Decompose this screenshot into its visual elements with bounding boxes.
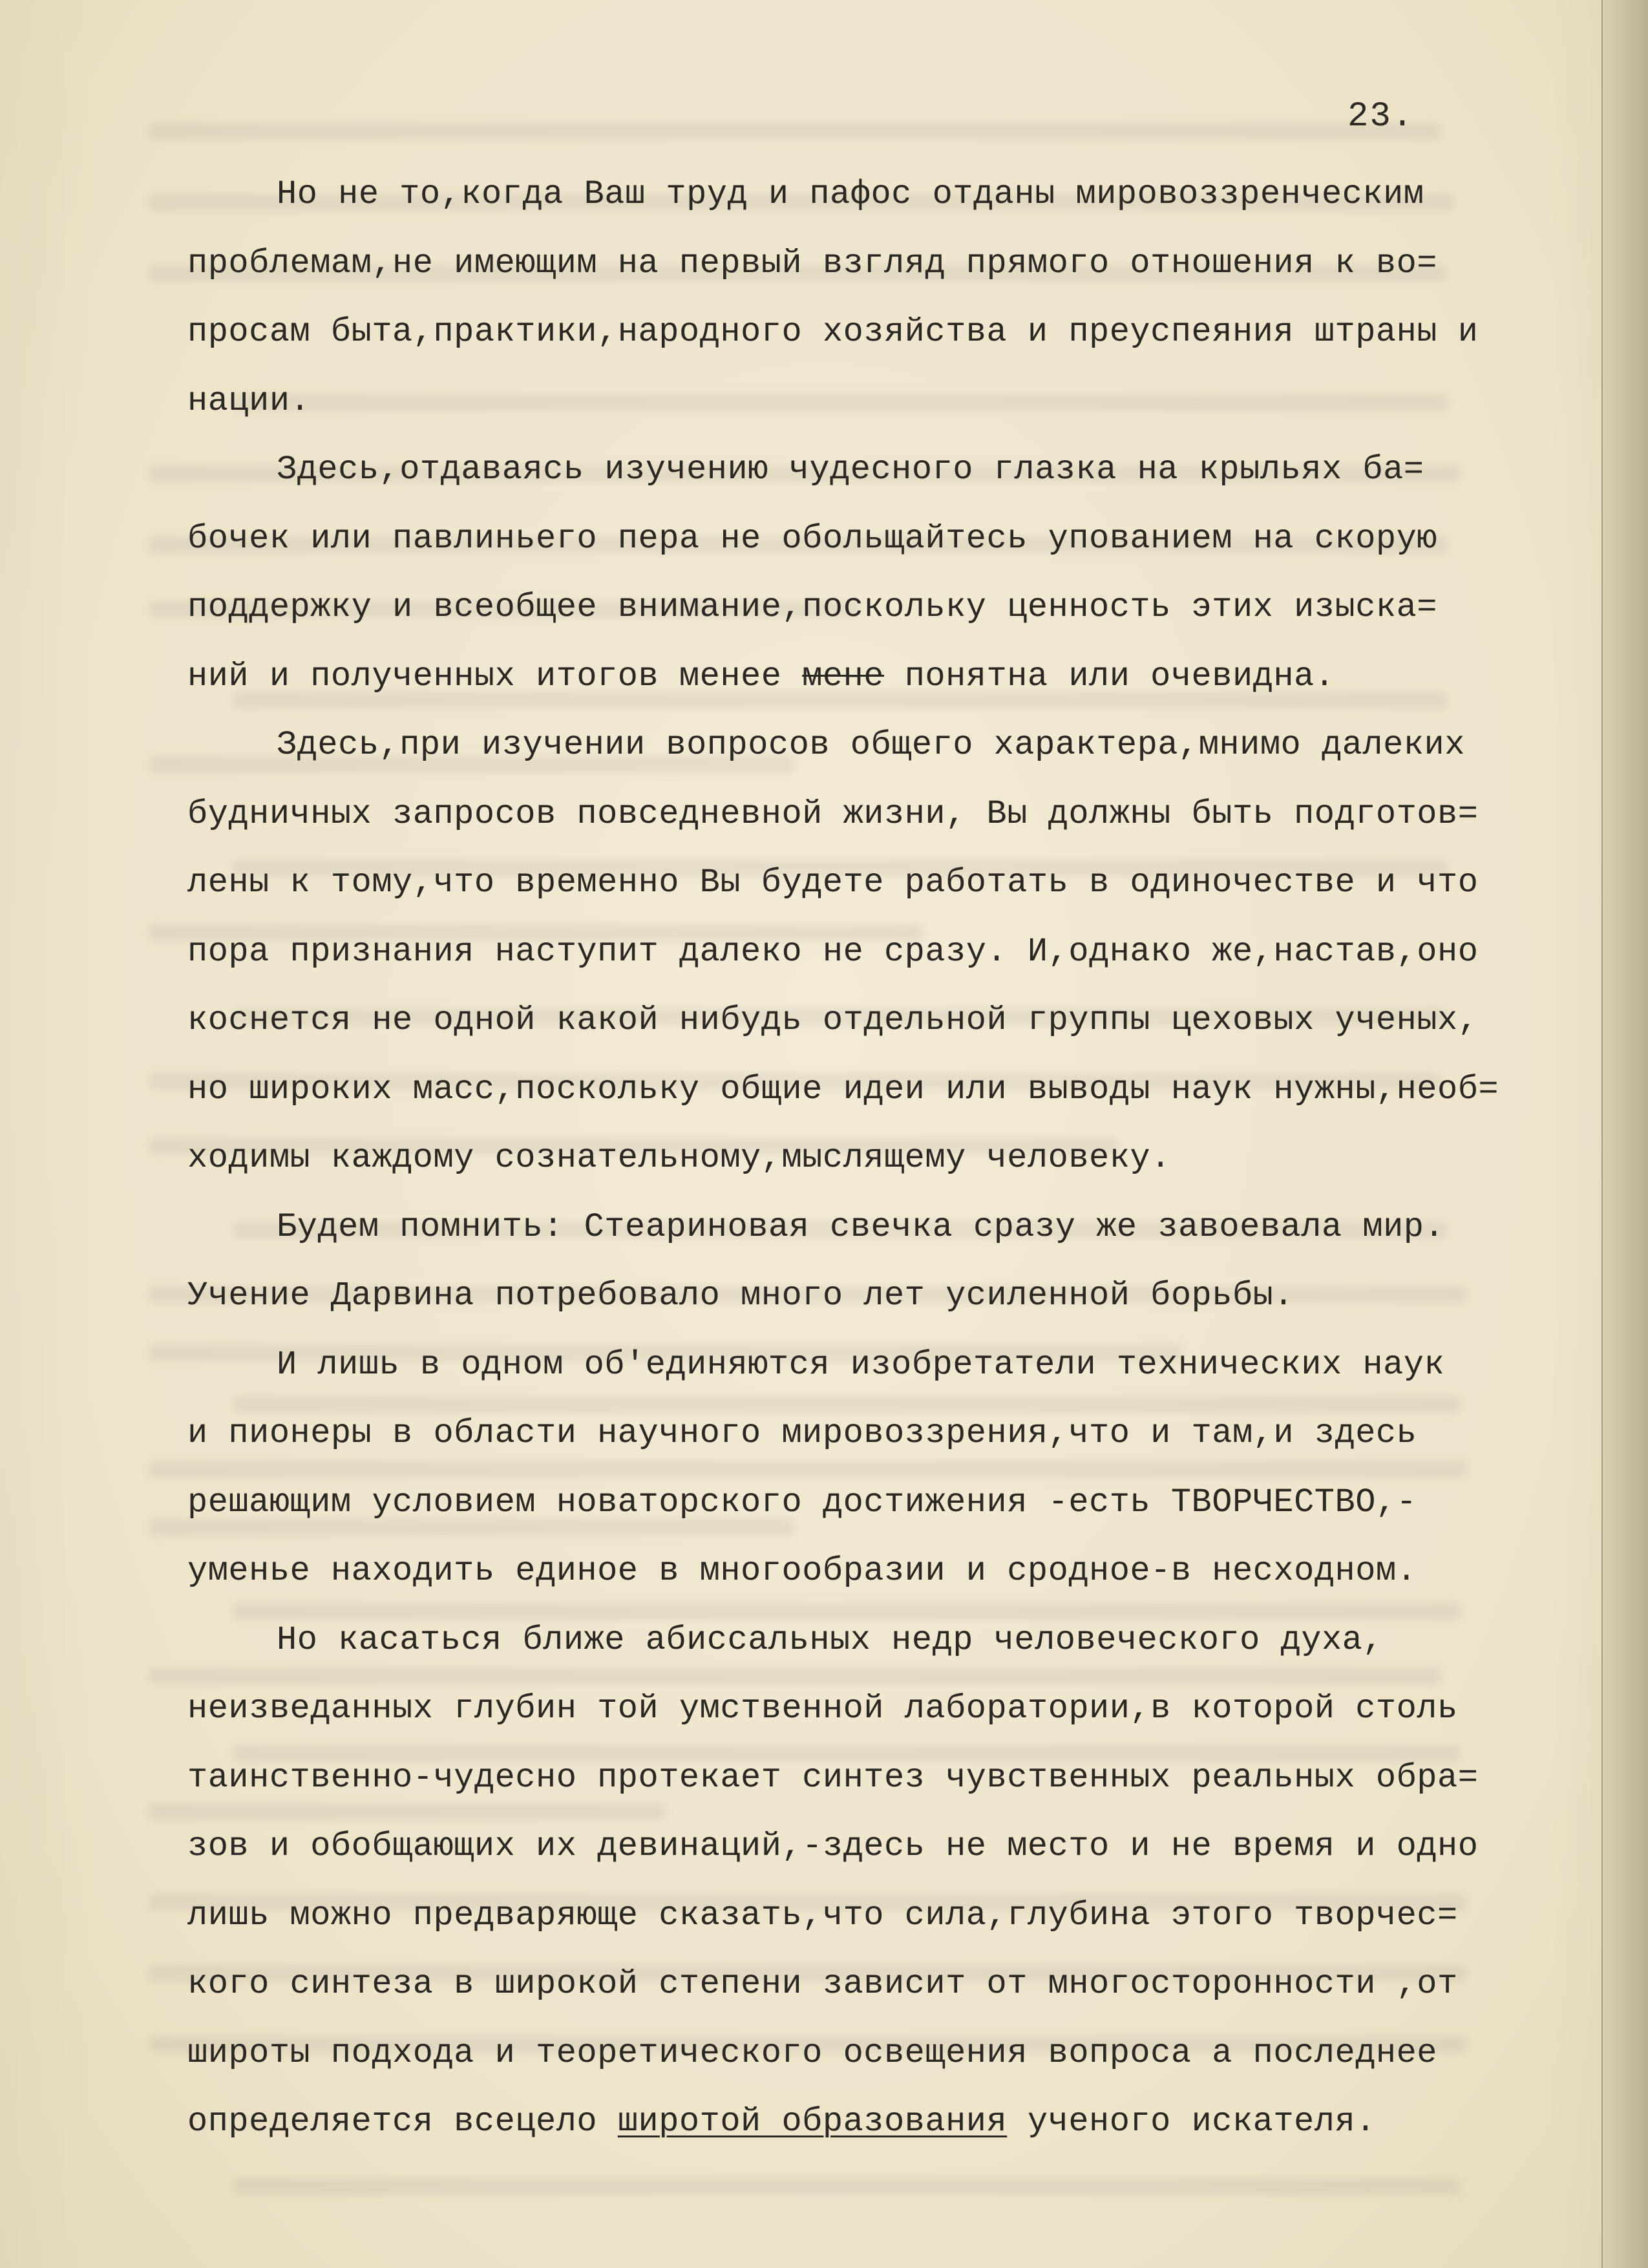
text-line: поддержку и всеобщее внимание,поскольку ценность этих изыска= [187,588,1438,626]
text-line: уменье находить единое в многообразии и сродное-в несходном. [187,1552,1417,1590]
text-line: Но не то,когда Ваш труд и пафос отданы мировоззренческим [277,175,1424,213]
text-line: Здесь,отдаваясь изучению чудесного глазка на крыльях ба= [277,450,1424,489]
underlined-phrase: широтой образования [617,2103,1008,2141]
typed-text-body [187,160,1519,2157]
text-segment: ний и полученных итогов менее [187,657,803,695]
struck-out-word: мене [802,657,884,695]
text-line: будничных запросов повседневной жизни, Вы должны быть подготов= [187,794,1479,833]
text-segment: ученого искателя. [1007,2103,1376,2141]
text-line: Здесь,при изучении вопросов общего характера,мнимо далеких [277,726,1465,764]
page-number: 23. [1347,97,1415,136]
page-edge [1601,0,1648,2268]
text-line: проблемам,не имеющим на первый взгляд прямого отношения к во= [187,244,1438,282]
text-line: Будем помнить: Стеариновая свечка сразу же завоевала мир. [277,1207,1445,1246]
text-line: ходимы каждому сознательному,мыслящему человеку. [187,1139,1171,1177]
text-line: зов и обобщающих их девинаций,-здесь не место и не время и одно [187,1827,1479,1865]
text-line: таинственно-чудесно протекает синтез чувственных реальных обра= [187,1758,1479,1797]
text-line: И лишь в одном об'единяются изобретатели технических наук [277,1345,1445,1384]
text-line [187,2088,1519,2157]
text-line: лишь можно предваряюще сказать,что сила,глубина этого творчес= [187,1896,1458,1934]
text-line: решающим условием новаторского достижения -есть ТВОРЧЕСТВО,- [187,1483,1417,1521]
text-line: Учение Дарвина потребовало много лет усиленной борьбы. [187,1277,1294,1315]
text-line: Но касаться ближе абиссальных недр человеческого духа, [277,1620,1384,1659]
text-line: и пионеры в области научного мировоззрения,что и там,и здесь [187,1414,1417,1452]
text-segment: определяется всецело [187,2103,618,2141]
text-line: нации. [187,381,311,420]
text-line: широты подхода и теоретического освещения вопроса а последнее [187,2033,1438,2072]
text-line: но широких масс,поскольку общие идеи или выводы наук нужны,необ= [187,1070,1499,1108]
text-line: коснется не одной какой нибудь отдельной группы цеховых ученых, [187,1001,1479,1039]
text-line: лены к тому,что временно Вы будете работать в одиночестве и что [187,864,1479,902]
text-line: кого синтеза в широкой степени зависит от многосторонности ,от [187,1965,1458,2003]
text-line: неизведанных глубин той умственной лаборатории,в которой столь [187,1690,1458,1728]
text-line: бочек или павлиньего пера не обольщайтесь упованием на скорую [187,519,1438,558]
text-line: просам быта,практики,народного хозяйства и преуспеяния штраны и [187,313,1479,351]
text-line [187,642,1519,712]
text-segment: понятна или очевидна. [883,657,1335,695]
text-line: пора признания наступит далеко не сразу. И,однако же,настав,оно [187,932,1479,971]
